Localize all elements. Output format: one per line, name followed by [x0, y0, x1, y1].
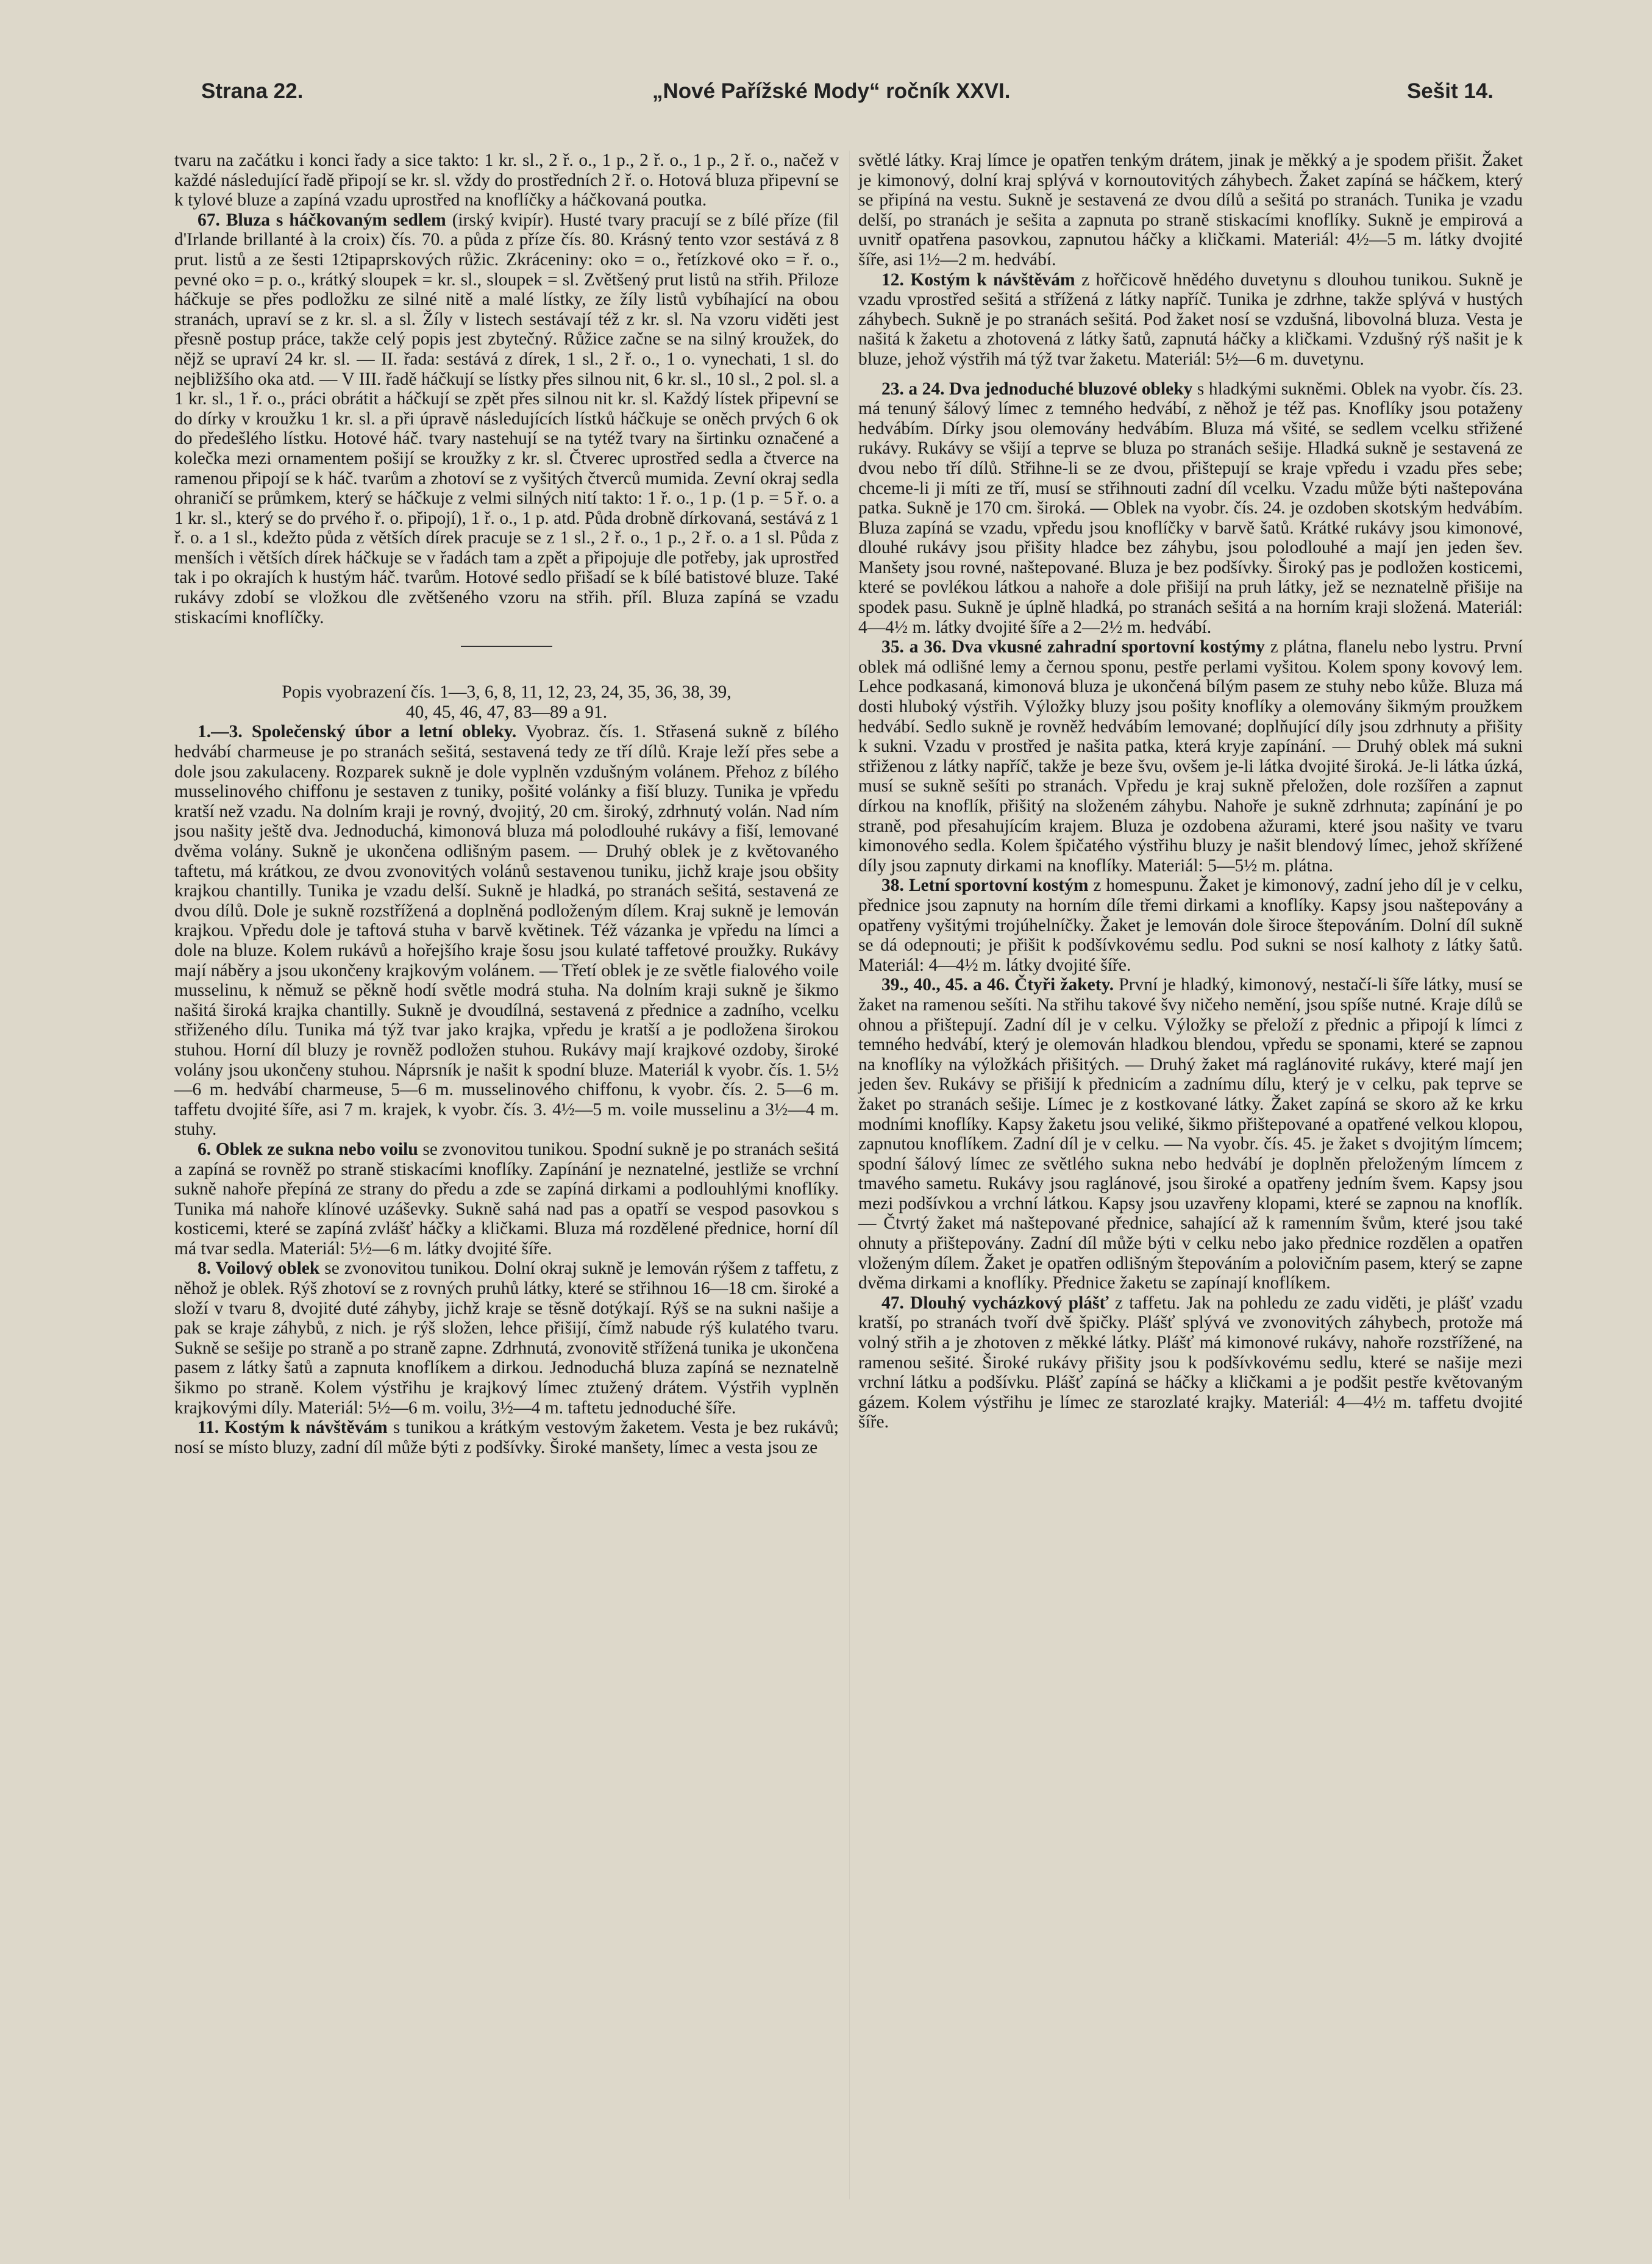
article-11-text: s tunikou a krátkým vestovým žaketem. Vesta je bez rukávů; nosí se místo bluzy, zadní díl může býti z podšívky. Široké manšety, límec a vesta jsou ze: [174, 1418, 839, 1457]
figure-index: [174, 682, 839, 722]
article-67-title: 67. Bluza s háčkovaným sedlem: [198, 210, 446, 230]
column-divider: [849, 151, 850, 2199]
article-23-24-text: s hladkými sukněmi. Oblek na vyobr. čís. 23. má tenuný šálový límec z temného hedvábí, z něhož je též pas. Knoflíky jsou potaženy hedvábím. Dírky jsou olemovány hedvábím. Bluza má všité, se sedlem vcelku střižené rukávy. Rukávy se všijí a teprve se bluza po stranách sešije. Hladká sukně je sestavená ze dvou nebo tří dílů. Střihne-li se ze dvou, přištepují se kraje vpředu i vzadu přes sebe; chceme-li ji míti ze tří, musí se střihnouti zadní díl vcelku. Vzadu může býti naštepována patka. Sukně je 170 cm. široká. — Oblek na vyobr. čís. 24. je ozdoben skotským hedvábím. Bluza zapíná se vzadu, vpředu jsou knoflíčky v barvě šatů. Krátké rukávy jsou kimonové, dlouhé rukávy jsou přišity hladce bez záhybu, jsou polodlouhé a mají jen jeden šev. Manšety jsou rovné, naštepované. Bluza je bez podšívky. Široký pas je podložen kosticemi, které se povlékou látkou a nahoře a dole přišijí na pruh látky, jež se neznatelně přišije na spodek pasu. Sukně je úplně hladká, po stranách sešitá a na horním kraji složená. Materiál: 4—4½ m. látky dvojité šíře a 2—2½ m. hedvábí.: [858, 379, 1523, 637]
article-12-title: 12. Kostým k návštěvám: [881, 270, 1075, 290]
article-39-46-text: První je hladký, kimonový, nestačí-li šíře látky, musí se žaket na ramenou sešíti. Na střihu takové švy ničeho nemění, jsou spíše nutné. Kraje dílů se ohnou a přištepují. Zadní díl je v celku. Výložky se přeloží z přednic a připojí k límci z temného hedvábí, který je olemován hladkou blendou, vpředu se sponami, které se zapnou na knoflíky na výložkách přišitých. — Druhý žaket má raglánovité rukávy, které mají jen jeden šev. Rukávy se přišijí k přednicím a zadnímu dílu, který je v celku, pak teprve se žaket po stranách sešije. Límec je z kostkované látky. Žaket zapíná se skoro až ke krku modními knoflíky. Kapsy žaketu jsou veliké, šikmo přištepované a opatřené velkou klopou, zapnutou knoflíkem. Zadní díl je v celku. — Na vyobr. čís. 45. je žaket s dvojitým límcem; spodní šálový límec ze světlého sukna nebo hedvábí je doplněn přeloženým límcem z tmavého sametu. Rukávy jsou raglánové, jsou široké a opatřeny jedním švem. Kapsy jsou mezi podšívkou a vrchní látkou. Kapsy jsou uzavřeny klopami, které se zapnou na knoflík. — Čtvrtý žaket má naštepované přednice, sahající až k ramenním švům, které jsou také ohnuty a přištepovány. Zadní díl může býti v celku nebo jako přednice rozdělen a opatřen vloženým dílem. Žaket je opatřen odlišným štepováním a polovičním pasem, který se zapne dvěma dirkami a knoflíky. Přednice žaketu se zapínají knoflíkem.: [858, 975, 1523, 1293]
article-39-46: [858, 975, 1523, 1293]
left-column: [174, 151, 839, 1457]
article-23-24-title: 23. a 24. Dva jednoduché bluzové obleky: [881, 379, 1193, 399]
article-12-text: z hořčicově hnědého duvetynu s dlouhou tunikou. Sukně je vzadu vprostřed sešitá a střížená z látky napříč. Tunika je zdrhne, takže splývá v hustých záhybech. Sukně je po stranách sešitá. Pod žaket nosí se vzdušná, libovolná bluza. Vesta je našitá k žaketu a zhotovená z látky šatů, zapnutá háčky a kličkami. Vzdušný rýš našit je k bluze, jehož výstřih má týž tvar žaketu. Materiál: 5½—6 m. duvetynu.: [858, 270, 1523, 369]
article-35-36-text: z plátna, flanelu nebo lystru. První oblek má odlišné lemy a černou sponu, pestře perlami vyšitou. Kolem spony kovový lem. Lehce podkasaná, kimonová bluza je ukončená bílým pasem ze stuhy nebo kůže. Bluza má dosti hluboký výstřih. Výložky bluzy jsou pošity knoflíky a olemovány šikmým proužkem hedvábí. Sedlo sukně je rovněž hedvábím lemované; doplňující díly jsou zdrhnuty a přišity k sukni. Vzadu v prostřed je našita patka, která kryje zapínání. — Druhý oblek má sukni střiženou z látky napříč, takže je beze švu, ovšem je-li látka dvojité široká. Je-li látka úzká, musí se sukně sešíti po stranách. Vpředu je kraj sukně přeložen, dole rozšířen a zapnut dírkou na knoflík, přišitý na složeném záhybu. Nahoře je sukně zdrhnuta; zapínání je po straně, pod přesahujícím krajem. Bluza je ozdobena ažurami, které jsou našity ve tvaru kimonového sedla. Kolem špičatého výstřihu bluzy je našit blendový límec, jehož skřížené díly jsou zapnuty dirkami na knoflíky. Materiál: 5—5½ m. plátna.: [858, 637, 1523, 876]
article-1-3-title: 1.—3. Společenský úbor a letní obleky.: [198, 722, 517, 742]
article-11-title: 11. Kostým k návštěvám: [198, 1418, 388, 1438]
article-67: [174, 210, 839, 627]
figure-index-line-1: Popis vyobrazení čís. 1—3, 6, 8, 11, 12, 23, 24, 35, 36, 38, 39,: [282, 682, 732, 702]
article-6-title: 6. Oblek ze sukna nebo voilu: [198, 1139, 418, 1159]
article-38-text: z homespunu. Žaket je kimonový, zadní jeho díl je v celku, přednice jsou zapnuty na horním díle třemi dirkami a knoflíky. Kapsy jsou naštepovány a opatřeny vyšitými trojúhelníčky. Žaket je lemován dole široce štepováním. Dolní díl sukně se dá odepnouti; je přišit k podšívkovému sedlu. Pod sukni se nosí kalhoty z látky šatů. Materiál: 4—4½ m. látky dvojité šíře.: [858, 876, 1523, 975]
article-1-3-text: Vyobraz. čís. 1. Střasená sukně z bílého hedvábí charmeuse je po stranách sešitá, sestavená tedy ze tří dílů. Kraje leží přes sebe a dole jsou zakulaceny. Rozparek sukně je dole vyplněn vzdušným volánem. Přehoz z bílého musselinového chiffonu je sestaven z tuniky, pošité volánky a fiší bluzy. Tunika je vpředu kratší než vzadu. Na dolním kraji je rovný, dvojitý, 20 cm. široký, zdrhnutý volán. Nad ním jsou našity ještě dva. Jednoduchá, kimonová bluza má polodlouhé rukávy a fiší, lemované dvěma volány. Sukně je ukončena odlišným pasem. — Druhý oblek je z květovaného taftetu, má krátkou, ze dvou zvonovitých volánů sestavenou tuniku, jichž kraje jsou obšity krajkou chantilly. Tunika je vzadu delší. Sukně je hladká, po stranách sešitá, sestavená ze dvou dílů. Dole je sukně rozstřížená a doplněná podloženým dílem. Kraj sukně je lemován krajkou. Vpředu dole je taftová stuha v barvě květinek. Též vázanka je vpředu na límci a dole na bluze. Kolem rukávů a hořejšího kraje šosu jsou kulaté taffetové proužky. Rukávy mají náběry a jsou ukončeny krajkovým volánem. — Třetí oblek je ze světle fialového voile musselinu, k němuž se pěkně hodí světle modrá stuha. Na dolním kraji sukně je šikmo našitá široká krajka chantilly. Sukně je dvoudílná, sestavená z přednice a zadního, vcelku střiženého dílu. Tunika má týž tvar jako krajka, vpředu je kratší a je podložena širokou stuhou. Horní díl bluzy je rovněž podložen stuhou. Rukávy mají krajkové ozdoby, široké volány jsou ukončeny stuhou. Náprsník je našit k spodní bluze. Materiál k vyobr. čís. 1. 5½—6 m. hedvábí charmeuse, 5—6 m. musselinového chiffonu, k vyobr. čís. 2. 5—6 m. taffetu dvojité šíře, asi 7 m. krajek, k vyobr. čís. 3. 4½—5 m. voile musselinu a 3½—4 m. stuhy.: [174, 722, 839, 1140]
figure-index-line-2: 40, 45, 46, 47, 83—89 a 91.: [405, 702, 608, 722]
magazine-title: „Nové Pařížské Mody“ ročník XXVI.: [652, 79, 1011, 103]
article-8: [174, 1259, 839, 1418]
article-38: [858, 876, 1523, 975]
article-47: [858, 1293, 1523, 1432]
page-header: [201, 79, 1494, 128]
right-column: [858, 151, 1523, 1432]
article-38-title: 38. Letní sportovní kostým: [881, 876, 1089, 896]
article-1-3: [174, 722, 839, 1139]
intro-paragraph: tvaru na začátku i konci řady a sice takto: 1 kr. sl., 2 ř. o., 1 p., 2 ř. o., 1 p., 2 ř. o., načež v každé následující řadě připojí se kr. sl. vždy do prostředních 2 ř. o. Hotová bluza připevní se k tylové bluze a zapíná vzadu uprostřed na knoflíčky a háčkovaná poutka.: [174, 151, 839, 210]
article-6: [174, 1140, 839, 1259]
section-divider: [461, 646, 552, 647]
article-35-36: [858, 637, 1523, 876]
issue-label: Sešit 14.: [1406, 79, 1494, 103]
article-8-text: se zvonovitou tunikou. Dolní okraj sukně je lemován rýšem z taffetu, z něhož je oblek. Rýš zhotoví se z rovných pruhů látky, které se střihnou 16—18 cm. široké a složí v tvaru 8, dvojité duté záhyby, jichž kraje se těsně dotýkají. Rýš se na sukni našije a pak se kraje záhybů, z nich. je rýš složen, lehce přišijí, čímž nabude rýš kulatého tvaru. Sukně se sešije po straně a po straně zapne. Zdrhnutá, zvonovitě střížená tunika je ukončena pasem z látky šatů a zapnuta knoflíkem a dirkou. Jednoduchá bluza zapíná se neznatelně šikmo po straně. Kolem výstřihu je krajkový límec ztužený drátem. Výstřih vyplněn krajkovými díly. Materiál: 5½—6 m. voilu, 3½—4 m. taftetu jednoduché šíře.: [174, 1259, 839, 1418]
page-number-label: Strana 22.: [201, 79, 304, 103]
article-39-46-title: 39., 40., 45. a 46. Čtyři žakety.: [881, 975, 1114, 995]
article-11: [174, 1418, 839, 1457]
article-47-title: 47. Dlouhý vycházkový plášť: [881, 1293, 1109, 1313]
article-6-text: se zvonovitou tunikou. Spodní sukně je po stranách sešitá a zapíná se rovněž po straně stiskacími knoflíky. Zapínání je neznatelné, jestliže se vrchní sukně nahoře přepíná ze strany do předu a zde se zapíná dirkami a podlouhlými knoflíky. Tunika má nahoře klínové uzáševky. Sukně sahá nad pas a opatří se vespod pasovkou s kosticemi, které se zapíná zvlášť háčky a kličkami. Bluza má rozdělené přednice, horní díl má tvar sedla. Materiál: 5½—6 m. látky dvojité šíře.: [174, 1139, 839, 1259]
article-8-title: 8. Voilový oblek: [198, 1259, 320, 1279]
article-12: [858, 270, 1523, 370]
article-23-24: [858, 379, 1523, 638]
article-67-text: (irský kvipír). Husté tvary pracují se z bílé příze (fil d'Irlande brillanté à la croix) čís. 70. a půda z příze čís. 80. Krásný tento vzor sestává z 8 prut. listů a ze šesti 12tipaprskových růžic. Zkráceniny: oko = o., řetízkové oko = ř. o., pevné oko = p. o., krátký sloupek = kr. sl., sloupek = sl. Zvětšený prut listů na střih. Přiloze háčkuje se přes podložku ze silné nitě a malé lístky, ze žíly listů vybíhající na obou stranách, upraví se z kr. sl. a sl. Žíly v listech sestávají též z kr. sl. Na vzoru viděti jest přesně postup práce, takže celý popis jest zbytečný. Růžice začne se na silný kroužek, do nějž se upraví 24 kr. sl. — II. řada: sestává z dírek, 1 sl., 2 ř. o., 1 o. vynechati, 1 sl. do nejbližšího oka atd. — V III. řadě háčkují se lístky přes silnou nit, 6 kr. sl., 10 sl., 2 pol. sl. a 1 kr. sl., 1 ř. o., práci obrátit a háčkují se zpět přes silnou nit kr. sl. Každý lístek připevní se do dírky v kroužku 1 kr. sl. a při úpravě následujících lístků háčkuje se oněch prvých 6 ok do předešlého lístku. Hotové háč. tvary nastehují se na tytéž tvary na širtinku označené a kolečka mezi ornamentem pošijí se kroužky z kr. sl. Čtverec uprostřed sedla a čtverce na ramenou připojí se k háč. tvarům a zhotoví se z vyšitých čtverců mumida. Zevní okraj sedla ohraničí se průmkem, který se háčkuje z velmi silných nití takto: 1 ř. o., 1 p. (1 p. = 5 ř. o. a 1 kr. sl., který se do prvého ř. o. připojí), 1 ř. o., 1 p. atd. Půda drobně dírkovaná, sestává z 1 ř. o. a 1 sl., kdežto půda z větších dírek pracuje se z 1 sl., 2 ř. o., 1 p., 2 ř. o. a 1 sl. Půda z menších i větších dírek háčkuje se v řadách tam a zpět a připojuje dle potřeby, jak uprostřed tak i po okrajích k hustým háč. tvarům. Hotové sedlo přišadí se k bílé batistové bluze. Také rukávy zdobí se vložkou dle zvětšeného vzoru na střih. příl. Bluza zapíná se vzadu stiskacími knoflíčky.: [174, 210, 839, 627]
article-47-text: z taffetu. Jak na pohledu ze zadu viděti, je plášť vzadu kratší, po stranách tvoří dvě špičky. Plášť splývá ve zvonovitých záhybech, protože má volný střih a je zhotoven z měkké látky. Plášť má kimonové rukávy, nahoře rozstřížené, na ramenou sešité. Široké rukávy přišity jsou k podšívkovému sedlu, které se našije mezi vrchní látku a podšívku. Plášť zapíná se háčky a kličkami a je podšit pestře květovaným gázem. Kolem výstřihu je límec ze starozlaté krajky. Materiál: 4—4½ m. taffetu dvojité šíře.: [858, 1293, 1523, 1432]
article-35-36-title: 35. a 36. Dva vkusné zahradní sportovní kostýmy: [881, 637, 1265, 657]
continued-paragraph: světlé látky. Kraj límce je opatřen tenkým drátem, jinak je měkký a je spodem přišit. Žaket je kimonový, dolní kraj splývá v kornoutovitých záhybech. Žaket zapíná se háčkem, který se připíná na vestu. Sukně je sestavená ze dvou dílů a sešitá po stranách. Tunika je vzadu delší, po stranách je sešita a zapnuta po straně stiskacími knoflíky. Sukně je empirová a uvnitř opatřena pasovkou, zapnutou háčky a kličkami. Materiál: 4½—5 m. látky dvojité šíře, asi 1½—2 m. hedvábí.: [858, 151, 1523, 270]
